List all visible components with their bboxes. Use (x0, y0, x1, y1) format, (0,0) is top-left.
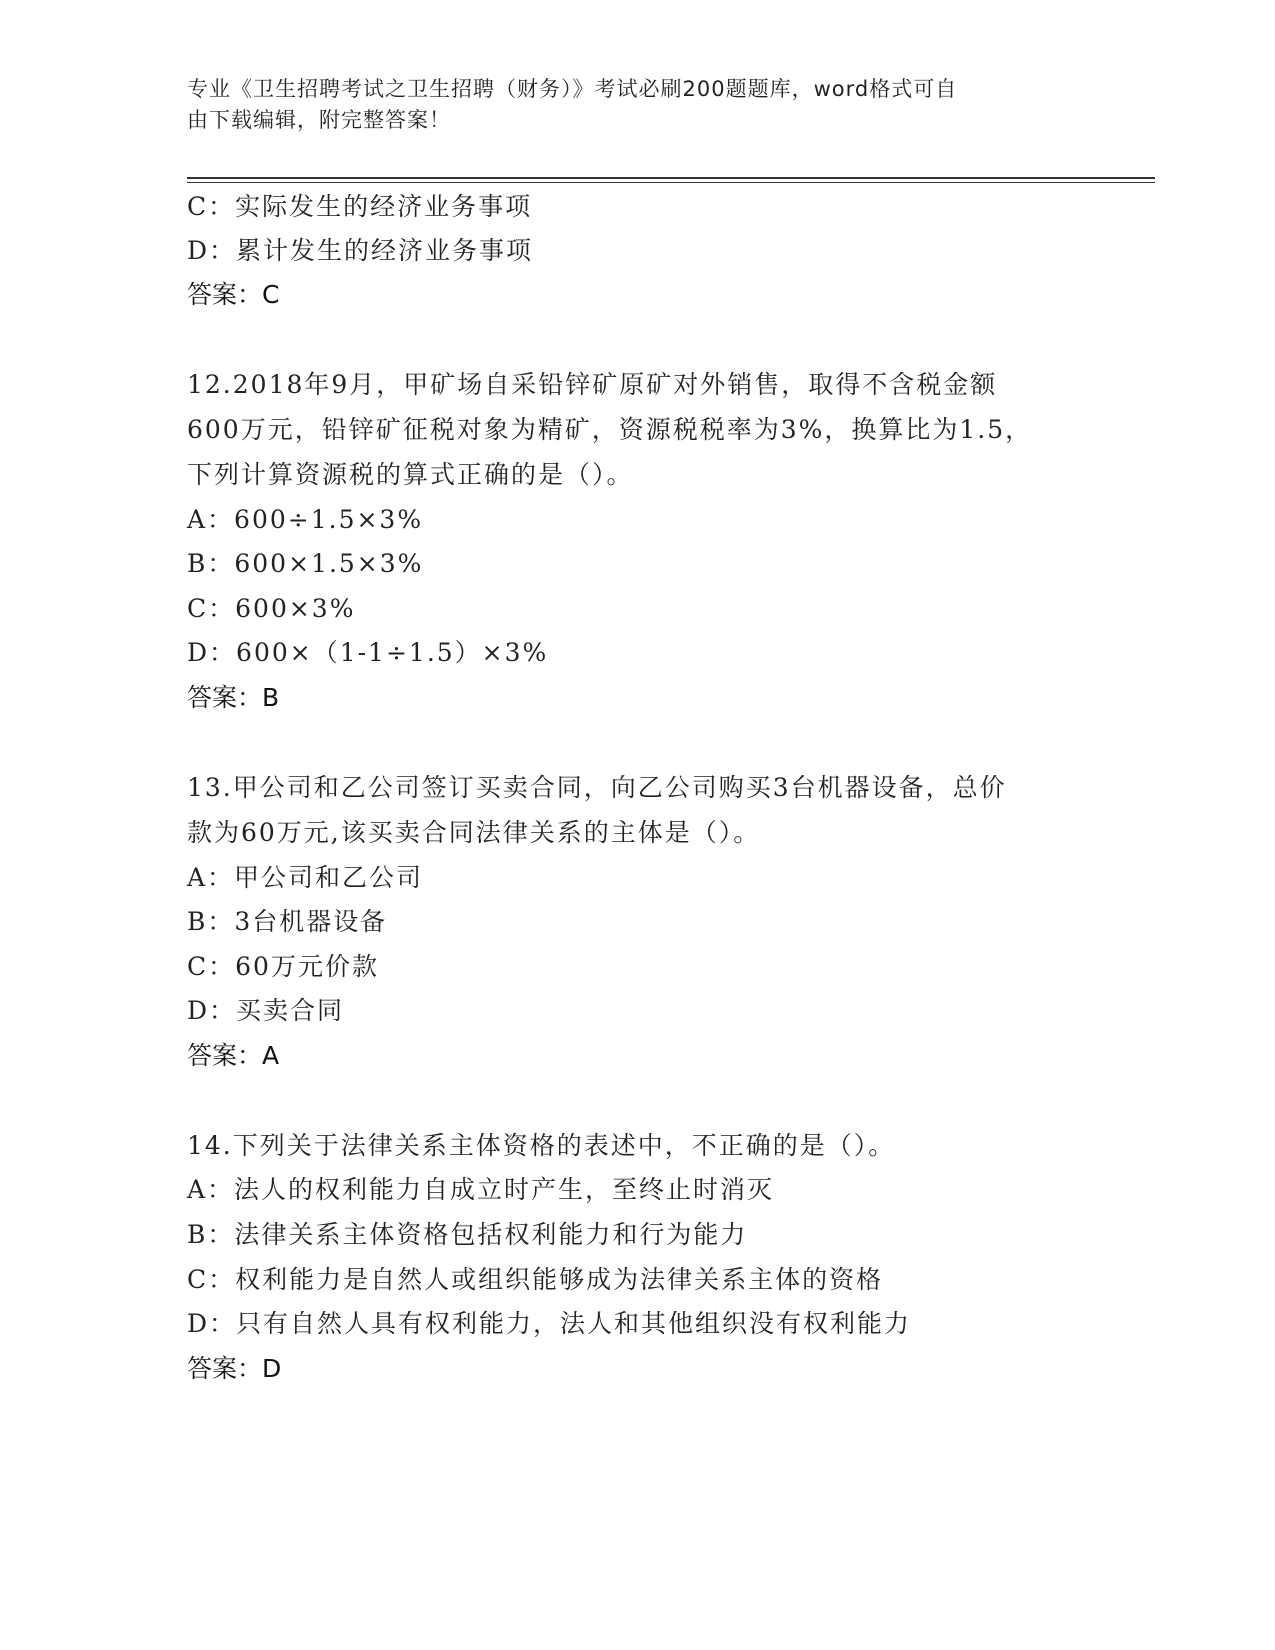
q12-stem-line-3: 下列计算资源税的算式正确的是（）。 (187, 460, 634, 489)
q14-option-a: A：法人的权利能力自成立时产生，至终止时消灭 (187, 1175, 775, 1204)
q13-option-a: A：甲公司和乙公司 (187, 863, 424, 892)
q11-answer: 答案：C (187, 280, 280, 309)
q14-answer: 答案：D (187, 1354, 282, 1383)
q14-option-b: B：法律关系主体资格包括权利能力和行为能力 (187, 1220, 748, 1249)
document-header (187, 74, 1067, 136)
header-title-line-1: 专业《卫生招聘考试之卫生招聘（财务）》考试必刷200题题库，word格式可自 (187, 77, 958, 101)
q11-option-c: C：实际发生的经济业务事项 (187, 192, 533, 221)
q11-option-d: D：累计发生的经济业务事项 (187, 236, 534, 265)
q14-option-d: D：只有自然人具有权利能力，法人和其他组织没有权利能力 (187, 1309, 912, 1338)
q13-option-c: C：60万元价款 (187, 952, 379, 981)
q13-stem-line-2: 款为60万元,该买卖合同法律关系的主体是（）。 (187, 818, 761, 847)
q12-option-d: D：600×（1-1÷1.5）×3% (187, 638, 549, 667)
q13-answer: 答案：A (187, 1041, 280, 1070)
q14-stem-line-1: 14.下列关于法律关系主体资格的表述中，不正确的是（）。 (187, 1131, 896, 1160)
q14-option-c: C：权利能力是自然人或组织能够成为法律关系主体的资格 (187, 1265, 884, 1294)
q12-stem-line-2: 600万元，铅锌矿征税对象为精矿，资源税税率为3%，换算比为1.5， (187, 415, 1033, 444)
q12-option-c: C：600×3% (187, 594, 356, 623)
header-divider-thick (187, 177, 1155, 179)
q12-option-a: A：600÷1.5×3% (187, 505, 424, 534)
q12-answer: 答案：B (187, 683, 280, 712)
q12-option-b: B：600×1.5×3% (187, 549, 424, 578)
q13-option-d: D：买卖合同 (187, 996, 345, 1025)
header-divider-thin (187, 182, 1155, 183)
q12-stem-line-1: 12.2018年9月，甲矿场自采铅锌矿原矿对外销售，取得不含税金额 (187, 370, 998, 399)
header-title-line-2: 由下载编辑，附完整答案！ (187, 108, 451, 132)
q13-stem-line-1: 13.甲公司和乙公司签订买卖合同，向乙公司购买3台机器设备，总价 (187, 773, 1007, 802)
q13-option-b: B：3台机器设备 (187, 907, 388, 936)
